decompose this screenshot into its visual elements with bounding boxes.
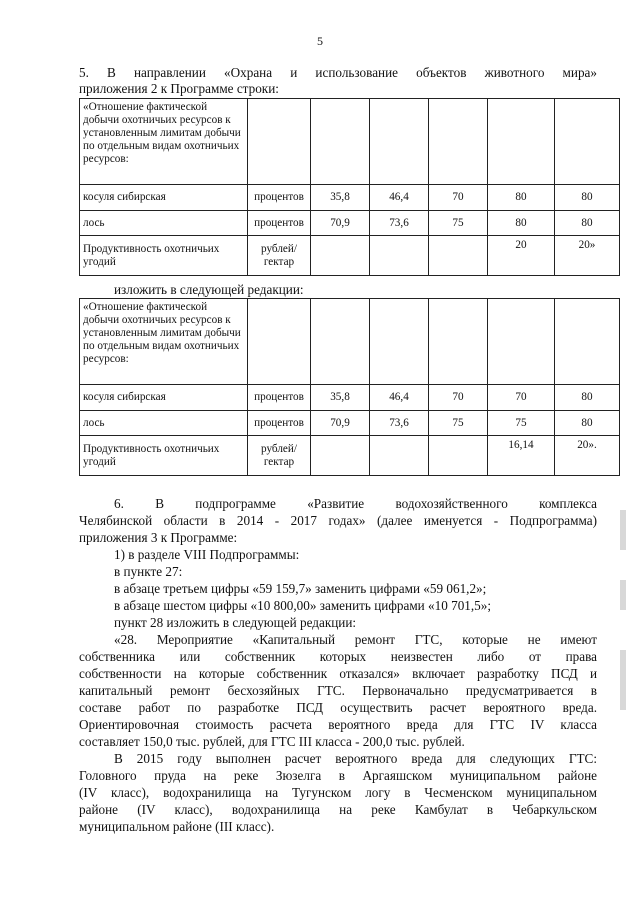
cell: 70	[488, 385, 555, 411]
cell: 20».	[555, 436, 620, 476]
cell: 70,9	[311, 211, 370, 236]
table-row	[80, 436, 620, 476]
section6-item3: в абзаце третьем цифры «59 159,7» заменить цифрами «59 061,2»;	[114, 581, 487, 596]
scan-mark	[620, 510, 626, 550]
cell: 80	[555, 411, 620, 436]
p2015-line: Головного пруда на реке Зюзелга в Аргаяшском муниципальном районе	[79, 768, 597, 783]
p28-line: собственности на которые собственник отказался» включает разработку ПСД и	[79, 666, 597, 681]
section6-line3: приложения 3 к Программе:	[79, 530, 238, 545]
cell: рублей/ гектар	[248, 436, 311, 476]
table-header-cell: «Отношение фактической добычи охотничьих ресурсов к установленным лимитам добычи по отдельным видам охотничьих ресурсов:	[80, 299, 248, 385]
cell: 80	[555, 385, 620, 411]
cell: лось	[80, 211, 248, 236]
cell: рублей/ гектар	[248, 236, 311, 276]
cell: 73,6	[370, 411, 429, 436]
cell: 20	[488, 236, 555, 276]
p28-line: составе работ по разработке ПСД осуществить расчет вероятного вреда.	[79, 700, 597, 715]
cell: процентов	[248, 185, 311, 211]
cell: 80	[555, 185, 620, 211]
table-row	[80, 236, 620, 276]
table-row	[80, 385, 620, 411]
cell	[370, 236, 429, 276]
cell: 35,8	[311, 385, 370, 411]
cell: косуля сибирская	[80, 385, 248, 411]
p28-line: Ориентировочная стоимость расчета вероятного вреда для ГТС IV класса	[79, 717, 597, 732]
scan-mark	[620, 580, 626, 610]
cell	[429, 436, 488, 476]
scan-mark	[620, 650, 626, 710]
cell: лось	[80, 411, 248, 436]
p2015-line: В 2015 году выполнен расчет вероятного вреда для следующих ГТС:	[114, 751, 597, 766]
section5-line1: 5. В направлении «Охрана и использование объектов животного мира»	[79, 65, 597, 80]
p28-line-last: составляет 150,0 тыс. рублей, для ГТС III класса - 200,0 тыс. рублей.	[79, 734, 465, 749]
cell: 46,4	[370, 385, 429, 411]
table-row	[80, 411, 620, 436]
section6-line1: 6. В подпрограмме «Развитие водохозяйственного комплекса	[114, 496, 597, 511]
cell: 75	[429, 211, 488, 236]
p28-line: «28. Мероприятие «Капитальный ремонт ГТС, которые не имеют	[114, 632, 597, 647]
cell: 80	[555, 211, 620, 236]
p2015-line-last: муниципальном районе (III класс).	[79, 819, 275, 834]
cell: 46,4	[370, 185, 429, 211]
replace-text: изложить в следующей редакции:	[114, 282, 304, 297]
cell: 80	[488, 185, 555, 211]
cell: 73,6	[370, 211, 429, 236]
cell: 70,9	[311, 411, 370, 436]
p2015-line: районе (IV класс), водохранилища на реке Камбулат в Чебаркульском	[79, 802, 597, 817]
section6-item4: в абзаце шестом цифры «10 800,00» заменить цифрами «10 701,5»;	[114, 598, 492, 613]
cell: 80	[488, 211, 555, 236]
cell: 70	[429, 185, 488, 211]
p28-line: капитальный ремонт бесхозяйных ГТС. Первоначально предусматривается в	[79, 683, 597, 698]
cell: косуля сибирская	[80, 185, 248, 211]
section6-line2: Челябинской области в 2014 - 2017 годах» (далее именуется - Подпрограмма)	[79, 513, 597, 528]
cell: 75	[429, 411, 488, 436]
cell: процентов	[248, 385, 311, 411]
table-header-cell: «Отношение фактической добычи охотничьих ресурсов к установленным лимитам добычи по отдельным видам охотничьих ресурсов:	[80, 99, 248, 185]
cell: процентов	[248, 211, 311, 236]
p2015-line: (IV класс), водохранилища на Тугунском логу в Чесменском муниципальном	[79, 785, 597, 800]
p28-line: собственника или собственник которых неизвестен либо от права	[79, 649, 597, 664]
page-number: 5	[317, 34, 323, 48]
cell: процентов	[248, 411, 311, 436]
cell: 35,8	[311, 185, 370, 211]
section6-item2: в пункте 27:	[114, 564, 183, 579]
cell: Продуктивность охотничьих угодий	[80, 436, 248, 476]
cell	[311, 236, 370, 276]
table-row	[80, 185, 620, 211]
cell	[429, 236, 488, 276]
table-row	[80, 211, 620, 236]
cell: 70	[429, 385, 488, 411]
table-new	[79, 298, 620, 476]
cell: 16,14	[488, 436, 555, 476]
cell: Продуктивность охотничьих угодий	[80, 236, 248, 276]
cell	[370, 436, 429, 476]
cell: 20»	[555, 236, 620, 276]
section5-line2: приложения 2 к Программе строки:	[79, 81, 279, 96]
table-original	[79, 98, 620, 276]
section6-item5: пункт 28 изложить в следующей редакции:	[114, 615, 357, 630]
cell	[311, 436, 370, 476]
section6-item1: 1) в разделе VIII Подпрограммы:	[114, 547, 300, 562]
cell: 75	[488, 411, 555, 436]
